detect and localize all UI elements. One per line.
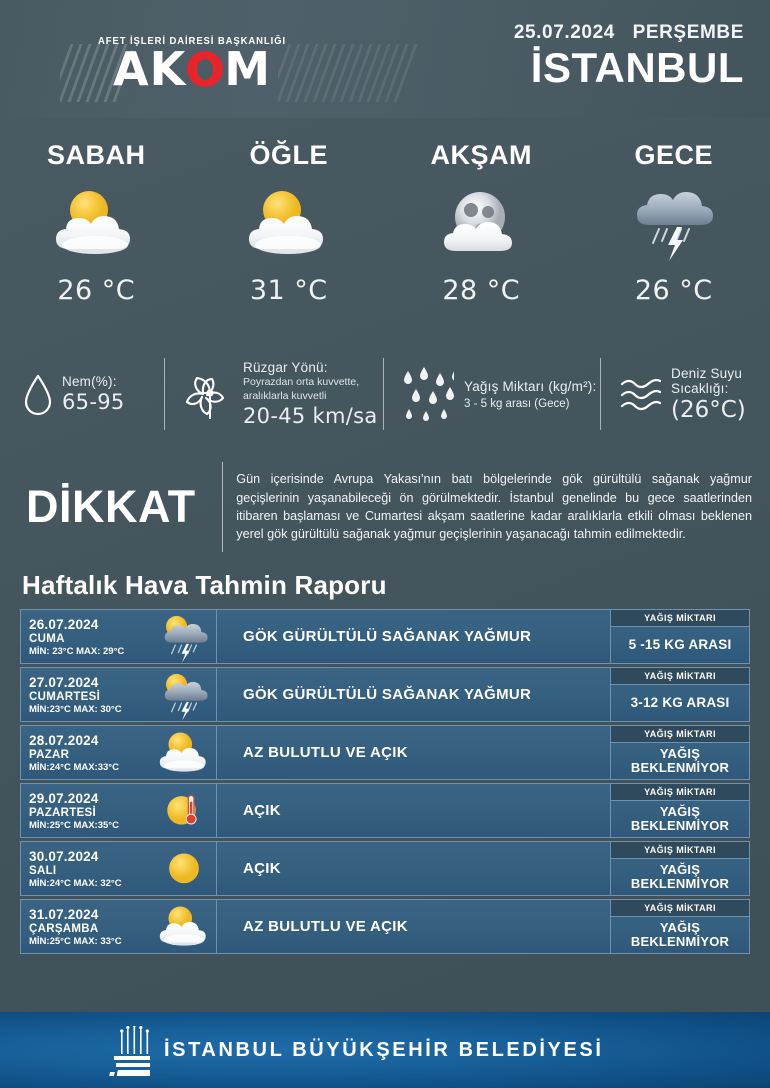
amount-header: YAĞIŞ MİKTARI: [611, 842, 749, 859]
row-date: 27.07.2024: [29, 674, 99, 690]
daily-periods: [0, 118, 770, 340]
amount-value: YAĞIŞ BEKLENMİYOR: [630, 803, 730, 833]
period-temperature: 28 °C: [442, 275, 521, 306]
sun-thunderstorm-icon: [151, 611, 216, 663]
akom-wordmark: [98, 42, 286, 96]
row-amount-cell: [611, 726, 749, 779]
period-temperature: 31 °C: [249, 275, 328, 306]
sun-behind-cloud-icon: [193, 175, 386, 275]
amount-header: YAĞIŞ MİKTARI: [611, 900, 749, 917]
row-date-cell: [21, 784, 217, 837]
header-banner: [0, 0, 770, 118]
thunderstorm-icon: [578, 175, 770, 275]
rainfall-label: Yağış Miktarı (kg/m²):: [464, 378, 597, 394]
wind-detail-line2: aralıklarla kuvvetli: [243, 390, 327, 402]
row-description: AÇIK: [217, 842, 611, 895]
row-minmax: MİN:24°C MAX:33°C: [29, 761, 119, 773]
sea-temperature-value: (26°C): [671, 396, 746, 423]
metric-sea-temperature: [601, 366, 756, 423]
warning-section: [0, 448, 770, 566]
row-weekday: ÇARŞAMBA: [29, 922, 99, 935]
pinwheel-icon: [183, 369, 233, 419]
row-weekday: PAZAR: [29, 748, 70, 761]
akom-logo: [98, 35, 286, 96]
humidity-value: 65-95: [62, 390, 125, 414]
metrics-strip: [0, 340, 770, 448]
row-weekday: CUMA: [29, 632, 65, 645]
header-date-location: [514, 22, 744, 90]
rainfall-value: 3 - 5 kg arası (Gece): [464, 397, 570, 410]
row-description: GÖK GÜRÜLTÜLÜ SAĞANAK YAĞMUR: [217, 668, 611, 721]
wind-detail-line1: Poyrazdan orta kuvvette,: [243, 375, 360, 388]
metric-wind: [165, 360, 383, 428]
warning-title: DİKKAT: [26, 481, 196, 532]
header-date-line: [514, 22, 744, 44]
table-row: [20, 667, 750, 722]
row-amount-cell: [611, 784, 749, 837]
metric-rainfall: [384, 365, 600, 423]
table-row: [20, 725, 750, 780]
sea-temperature-label: Deniz Suyu Sıcaklığı:: [671, 365, 743, 396]
hot-thermometer-icon: [151, 785, 216, 837]
row-amount-cell: [611, 668, 749, 721]
sun-behind-cloud-icon: [151, 727, 216, 779]
moon-behind-cloud-icon: [385, 175, 578, 275]
row-weekday: SALI: [29, 864, 57, 877]
row-description: GÖK GÜRÜLTÜLÜ SAĞANAK YAĞMUR: [217, 610, 611, 663]
ibb-tulip-logo: [108, 1024, 150, 1076]
row-minmax: MİN: 23°C MAX: 29°C: [29, 645, 125, 657]
water-drop-icon: [22, 373, 52, 415]
period-gece: [578, 140, 770, 340]
amount-header: YAĞIŞ MİKTARI: [611, 668, 749, 685]
akom-letters-m: M: [224, 42, 271, 96]
row-date-cell: [21, 668, 217, 721]
period-aksam: [385, 140, 578, 340]
amount-value: YAĞIŞ BEKLENMİYOR: [630, 919, 730, 949]
akom-subtitle: AFET İŞLERİ DAİRESİ BAŞKANLIĞI: [98, 35, 286, 48]
row-minmax: MİN:24°C MAX: 32°C: [29, 877, 122, 889]
row-date: 28.07.2024: [29, 732, 99, 748]
row-date: 29.07.2024: [29, 790, 99, 806]
period-temperature: 26 °C: [57, 275, 136, 306]
row-date: 31.07.2024: [29, 906, 99, 922]
sun-thunderstorm-icon: [151, 669, 216, 721]
row-description: AZ BULUTLU VE AÇIK: [217, 900, 611, 953]
weekly-forecast-table: [0, 609, 770, 954]
row-minmax: MİN:25°C MAX:35°C: [29, 819, 119, 831]
amount-header: YAĞIŞ MİKTARI: [611, 610, 749, 627]
weekly-section-title: Haftalık Hava Tahmin Raporu: [22, 570, 387, 600]
amount-value: 5 -15 KG ARASI: [628, 636, 732, 652]
metric-humidity: [14, 373, 164, 415]
row-date-cell: [21, 726, 217, 779]
row-minmax: MİN:23°C MAX: 30°C: [29, 703, 122, 715]
sun-behind-cloud-icon: [0, 175, 193, 275]
amount-header: YAĞIŞ MİKTARI: [611, 726, 749, 743]
warning-text: Gün içerisinde Avrupa Yakası'nın batı bölgelerinde gök gürültülü sağanak yağmur geçişlerinin yaşanabileceği ön görülmektedir. İstanbul genelinde bu gece saatlerinden itibaren başlaması ve Cumartesi akşam saatlerine kadar aralıklarla etkili olması beklenen yerel gök gürültülü sağanak yağmur geçişlerinin yaşanacağı tahmin edilmektedir.: [236, 472, 752, 542]
row-amount-cell: [611, 610, 749, 663]
row-amount-cell: [611, 900, 749, 953]
period-label: SABAH: [46, 140, 146, 170]
amount-value: YAĞIŞ BEKLENMİYOR: [630, 745, 730, 775]
table-row: [20, 783, 750, 838]
row-date: 30.07.2024: [29, 848, 99, 864]
row-minmax: MİN:25°C MAX: 33°C: [29, 935, 122, 947]
humidity-label: Nem(%):: [62, 374, 117, 389]
header-city: İSTANBUL: [530, 44, 744, 91]
row-description: AÇIK: [217, 784, 611, 837]
akom-letters-ak: AK: [112, 42, 187, 96]
table-row: [20, 609, 750, 664]
footer-bar: [0, 1012, 770, 1088]
akom-o-ring-icon: [187, 51, 223, 87]
row-date-cell: [21, 900, 217, 953]
header-date: 25.07.2024: [513, 22, 615, 43]
rainfall-icon: [400, 365, 454, 423]
period-temperature: 26 °C: [634, 275, 713, 306]
sun-behind-cloud-icon: [151, 901, 216, 953]
period-label: ÖĞLE: [249, 140, 328, 170]
row-date-cell: [21, 842, 217, 895]
hatch-decoration-right: [278, 44, 438, 102]
wind-label: Rüzgar Yönü:: [243, 359, 328, 375]
row-amount-cell: [611, 842, 749, 895]
row-description: AZ BULUTLU VE AÇIK: [217, 726, 611, 779]
period-label: AKŞAM: [430, 140, 532, 170]
amount-header: YAĞIŞ MİKTARI: [611, 784, 749, 801]
header-weekday: PERŞEMBE: [632, 22, 744, 43]
sea-waves-icon: [619, 375, 661, 413]
amount-value: YAĞIŞ BEKLENMİYOR: [630, 861, 730, 891]
period-label: GECE: [634, 140, 714, 170]
period-sabah: [0, 140, 193, 340]
row-date-cell: [21, 610, 217, 663]
table-row: [20, 899, 750, 954]
amount-value: 3-12 KG ARASI: [630, 694, 730, 710]
footer-organization-name: İSTANBUL BÜYÜKŞEHİR BELEDİYESİ: [164, 1038, 604, 1061]
row-date: 26.07.2024: [29, 616, 99, 632]
row-weekday: CUMARTESİ: [29, 690, 101, 703]
sun-icon: [151, 843, 216, 895]
period-ogle: [193, 140, 386, 340]
table-row: [20, 841, 750, 896]
wind-speed-value: 20-45 km/sa: [243, 404, 378, 429]
row-weekday: PAZARTESİ: [29, 806, 97, 819]
